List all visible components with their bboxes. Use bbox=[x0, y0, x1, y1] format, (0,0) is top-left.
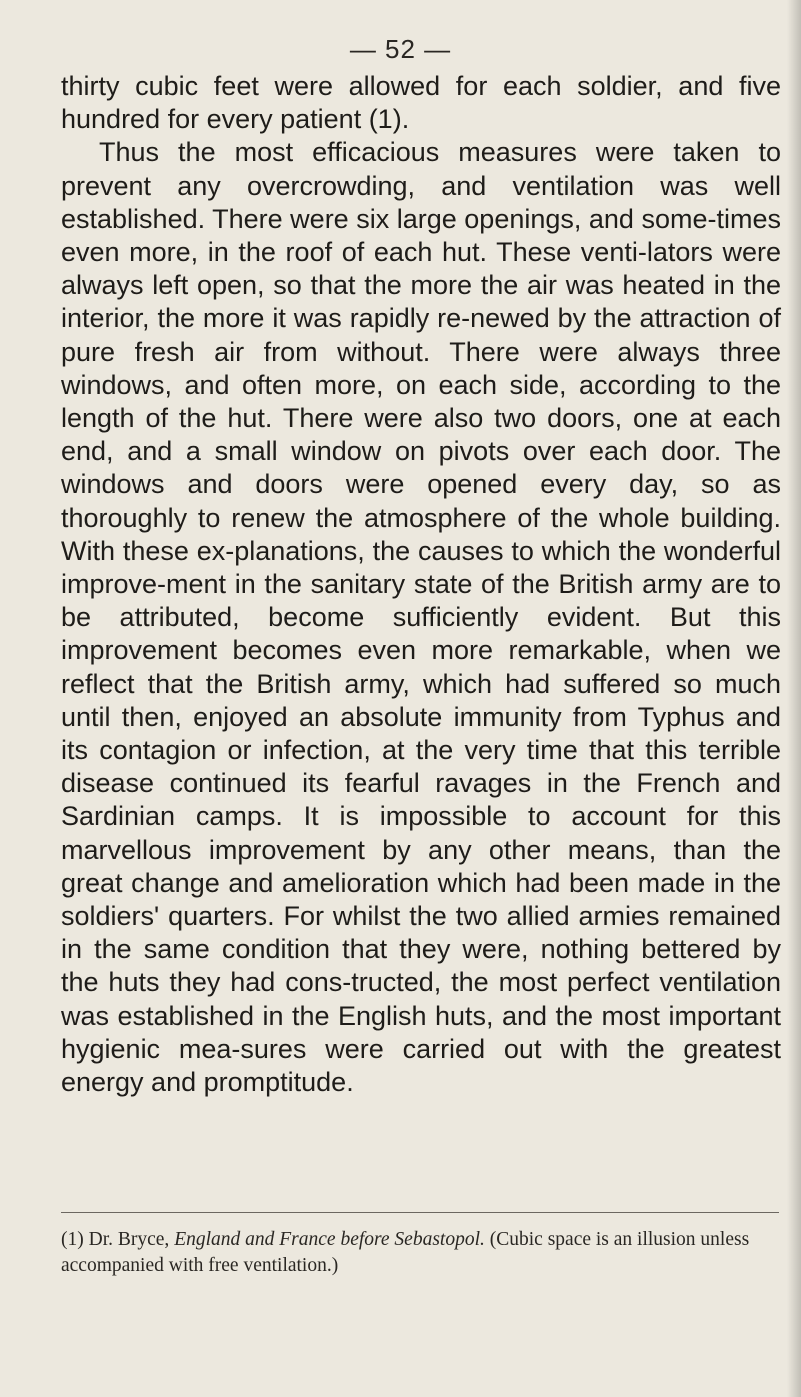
footnote-title: England and France before Sebastopol. bbox=[174, 1229, 485, 1250]
footnote-note: (Cubic space is an illusion unless accompanied with free ventilation.) bbox=[61, 1229, 750, 1276]
footnote-author: Dr. Bryce, bbox=[88, 1229, 170, 1250]
footnote bbox=[61, 1227, 781, 1279]
footnote-marker: (1) bbox=[61, 1229, 84, 1250]
body-text bbox=[61, 70, 781, 1099]
paragraph-1: thirty cubic feet were allowed for each soldier, and five hundred for every patient (1). bbox=[61, 71, 781, 135]
page-number: — 52 — bbox=[349, 34, 452, 64]
page-edge-shadow bbox=[787, 0, 801, 1397]
paragraph-2: Thus the most efficacious measures were taken to prevent any overcrowding, and ventilation was well established. There were six large openings, and some-times even more, in the roof of each hut. These venti-lators were always left open, so that the more the air was heated in the interior, the more it was rapidly re-newed by the attraction of pure fresh air from without. There were always three windows, and often more, on each side, according to the length of the hut. There were also two doors, one at each end, and a small window on pivots over each door. The windows and doors were opened every day, so as thoroughly to renew the atmosphere of the whole building. With these ex-planations, the causes to which the wonderful improve-ment in the sanitary state of the British army are to be attributed, become sufficiently evident. But this improvement becomes even more remarkable, when we reflect that the British army, which had suffered so much until then, enjoyed an absolute immunity from Typhus and its contagion or infection, at the very time that this terrible disease continued its fearful ravages in the French and Sardinian camps. It is impossible to account for this marvellous improvement by any other means, than the great change and amelioration which had been made in the soldiers' quarters. For whilst the two allied armies remained in the same condition that they were, nothing bettered by the huts they had cons-tructed, the most perfect ventilation was established in the English huts, and the most important hygienic mea-sures were carried out with the greatest energy and promptitude. bbox=[61, 137, 781, 1098]
footnote-divider bbox=[61, 1212, 779, 1213]
